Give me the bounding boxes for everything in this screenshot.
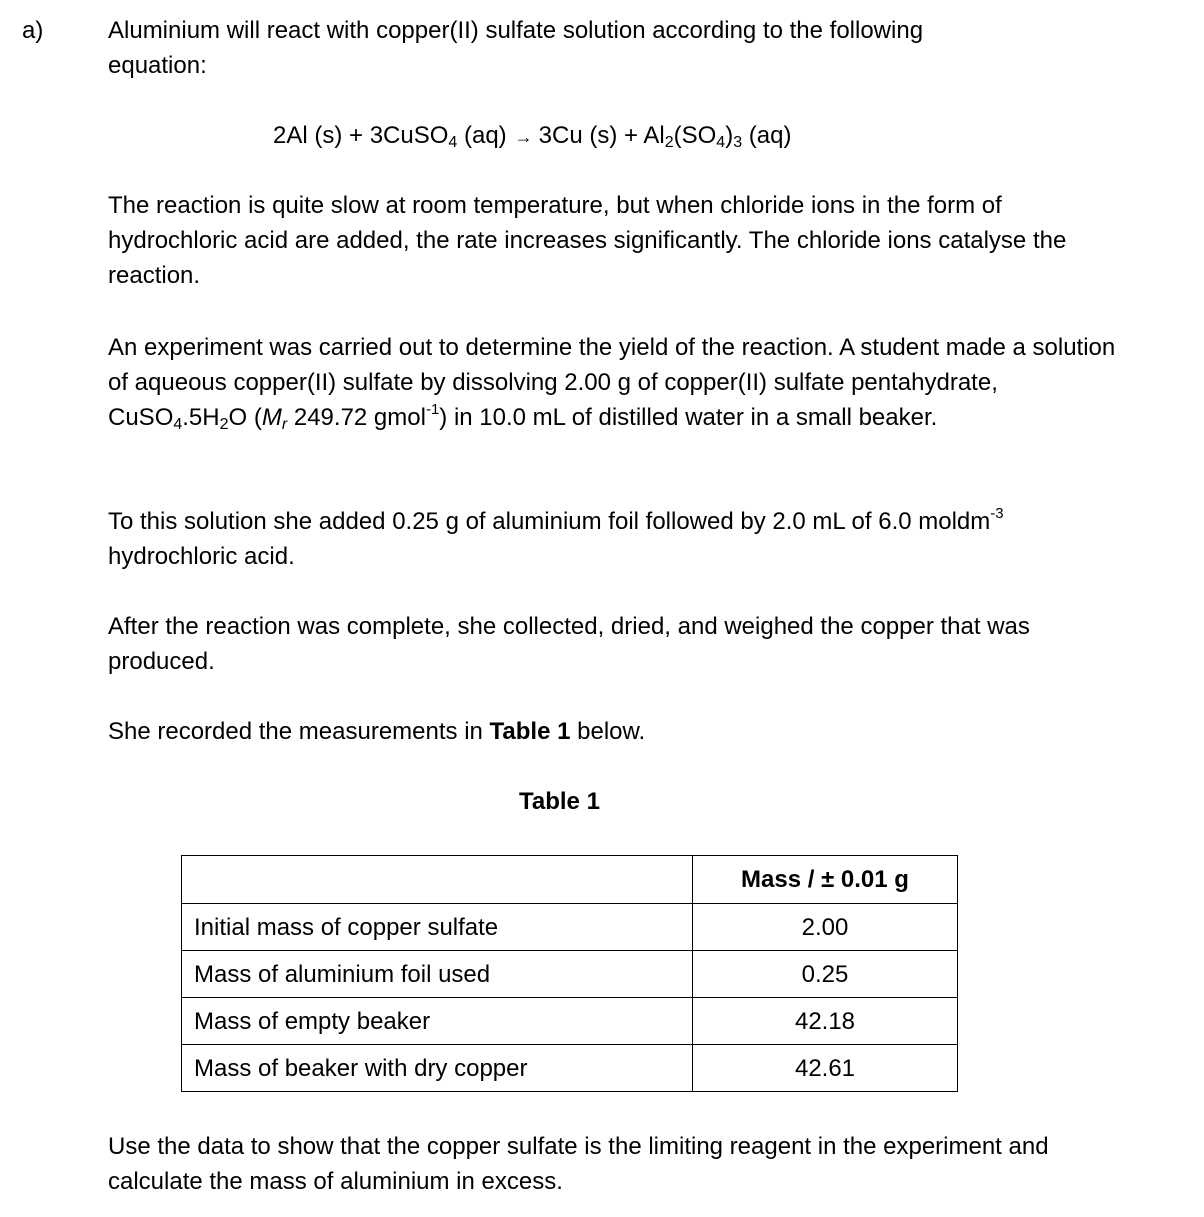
table-header-cell: [182, 856, 693, 904]
experiment-text: O (: [228, 404, 262, 431]
experiment-paragraph: [108, 330, 1128, 435]
equation-subscript: 3: [733, 134, 743, 151]
chemical-equation: [273, 118, 791, 155]
addition-paragraph: [108, 504, 1128, 574]
record-paragraph: [108, 714, 1128, 749]
intro-line-2: equation:: [108, 52, 207, 79]
molar-mass-subscript: r: [281, 416, 288, 433]
equation-subscript: 4: [716, 134, 726, 151]
row-label: Initial mass of copper sulfate: [182, 904, 693, 951]
formula-subscript: 2: [219, 416, 229, 433]
molar-mass-symbol: M: [261, 404, 282, 431]
question-label: a): [22, 17, 44, 44]
table-header-cell: Mass / ± 0.01 g: [693, 856, 958, 904]
equation-lhs: 2Al (s) + 3CuSO: [273, 122, 449, 149]
row-value: 42.18: [693, 998, 958, 1045]
unit-superscript: -3: [990, 505, 1004, 522]
table-row: [182, 904, 958, 951]
row-label: Mass of beaker with dry copper: [182, 1045, 693, 1092]
experiment-text: .5H: [182, 404, 220, 431]
record-text: She recorded the measurements in: [108, 718, 490, 745]
table-reference: Table 1: [489, 718, 571, 745]
table-header-row: [182, 856, 958, 904]
equation-subscript: 2: [664, 134, 674, 151]
record-text: below.: [570, 718, 646, 745]
table-row: [182, 1045, 958, 1092]
experiment-text: ) in 10.0 mL of distilled water in a small beaker.: [439, 404, 938, 431]
row-value: 2.00: [693, 904, 958, 951]
equation-subscript: 4: [448, 134, 458, 151]
intro-paragraph: [108, 13, 1128, 83]
row-value: 0.25: [693, 951, 958, 998]
formula-subscript: 4: [173, 416, 183, 433]
unit-superscript: -1: [425, 401, 440, 418]
addition-text: hydrochloric acid.: [108, 543, 295, 570]
intro-line-1: Aluminium will react with copper(II) sulfate solution according to the following: [108, 17, 924, 44]
equation-rhs-part: (SO: [673, 122, 717, 149]
equation-rhs: 3Cu (s) + Al: [538, 122, 665, 149]
row-label: Mass of empty beaker: [182, 998, 693, 1045]
collect-paragraph: After the reaction was complete, she collected, dried, and weighed the copper that was produced.: [108, 613, 1030, 675]
equation-rhs-state: (aq): [742, 122, 792, 149]
experiment-text: 249.72 gmol: [287, 404, 426, 431]
table-caption: Table 1: [519, 788, 600, 815]
row-value: 42.61: [693, 1045, 958, 1092]
measurements-table: [181, 855, 958, 1092]
equation-rhs-part: ): [725, 122, 734, 149]
catalyst-paragraph: The reaction is quite slow at room temperature, but when chloride ions in the form of hydrochloric acid are added, the rate increases significantly. The chloride ions catalyse the reaction.: [108, 192, 1067, 289]
task-paragraph: Use the data to show that the copper sulfate is the limiting reagent in the experiment and calculate the mass of aluminium in excess.: [108, 1133, 1049, 1195]
reaction-arrow-icon: →: [514, 127, 533, 147]
table-row: [182, 998, 958, 1045]
addition-text: To this solution she added 0.25 g of aluminium foil followed by 2.0 mL of 6.0 moldm: [108, 508, 991, 535]
table-row: [182, 951, 958, 998]
equation-lhs-state: (aq): [457, 122, 507, 149]
experiment-text: An experiment was carried out to determine the yield of the reaction. A student made a solution of aqueous copper(II) sulfate by dissolving 2.00 g of copper(II) sulfate pentahydrate, CuSO: [108, 334, 1116, 431]
row-label: Mass of aluminium foil used: [182, 951, 693, 998]
